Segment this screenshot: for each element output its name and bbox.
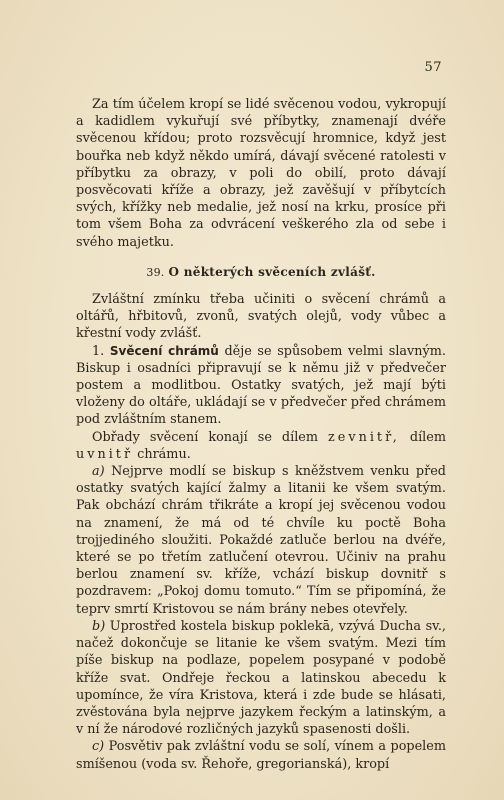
rites-spaced-inside: uvnitř [76, 446, 134, 462]
rites-spaced-outside: zevnitř, [328, 429, 400, 445]
paragraph-intro: Za tím účelem kropí se lidé svěcenou vodou, vykropují a kadidlem vykuřují své příbytky, znamenají dvéře svěcenou křídou; proto rozsvěcují hromnice, když jest bouřka neb když někdo umírá, dávají svěcené ratolesti v příbytku za obrazy, v poli do obilí, proto dávají posvěcovati kříže a obrazy, jež zavěšují v příbytcích svých, křížky neb medalie, jež nosí na krku, prosíce při tom všem Boha za odvrácení veškerého zla od sebe i svého majetku. [76, 97, 446, 250]
paragraph-mention: Zvláštní zmínku třeba učiniti o svěcení chrámů a oltářů, hřbitovů, zvonů, svatých olejů, vody vůbec a křestní vody zvlášť. [76, 292, 446, 342]
section-heading [76, 264, 446, 281]
paragraph-a-text: Nejprve modlí se biskup s kněžstvem venku před ostatky svatých kající žalmy a litanii ke všem svatým. Pak obchází chrám třikráte a kropí jej svěcenou vodou na znamení, že má od té chvíle ku poctě Boha trojjediného sloužiti. Pokaždé zatluče berlou na dvéře, které se po třetím zatlučení otevrou. Učiniv na prahu berlou znamení sv. kříže, vchází biskup dovnitř s pozdravem: „Pokoj domu tomuto.“ Tím se připomíná, že teprv smrtí Kristovou se nám brány nebes otevřely. [76, 464, 446, 617]
item-heading: Svěcení chrámů [109, 343, 219, 358]
paragraph-a [76, 463, 446, 618]
paragraph-b-letter: b) [92, 618, 106, 634]
page-body [76, 96, 446, 773]
paragraph-c [76, 738, 446, 772]
section-number: 39. [146, 265, 165, 279]
item-number: 1. [92, 343, 105, 359]
paragraph-church-consecration [76, 343, 446, 429]
paragraph-c-letter: c) [92, 739, 105, 755]
paragraph-c-text: Posvětiv pak zvláštní vodu se solí, vínem a popelem smíšenou (voda sv. Řehoře, gregorianská), kropí [76, 739, 446, 772]
rites-text-3: chrámu. [137, 446, 191, 462]
paragraph-b [76, 618, 446, 738]
rites-text-1: Obřady svěcení konají se dílem [92, 429, 319, 445]
page-number: 57 [424, 60, 442, 75]
paragraph-b-text: Uprostřed kostela biskup poklekā, vzývá Ducha sv., načež dokončuje se litanie ke všem svatým. Mezi tím píše biskup na podlaze, popelem posypané v podobě kříže svat. Ondřeje řeckou a latinskou abecedu k upomínce, že víra Kristova, která i zde bude se hlásati, zvěstována byla nejprve jazykem řeckým a latinským, a v ní že národové rozličných jazyků spasenosti došli. [76, 618, 446, 738]
rites-text-2: dílem [409, 429, 446, 445]
section-title: O některých svěceních zvlášť. [168, 264, 376, 279]
paragraph-rites [76, 429, 446, 463]
item-text: děje se spůsobem velmi slavným. Biskup i osadníci připravují se k němu již v předvečer postem a modlitbou. Ostatky svatých, jež mají býti vloženy do oltáře, ukládají se v předvečer před chrámem pod zvláštním stanem. [76, 343, 446, 428]
paragraph-a-letter: a) [92, 464, 105, 480]
